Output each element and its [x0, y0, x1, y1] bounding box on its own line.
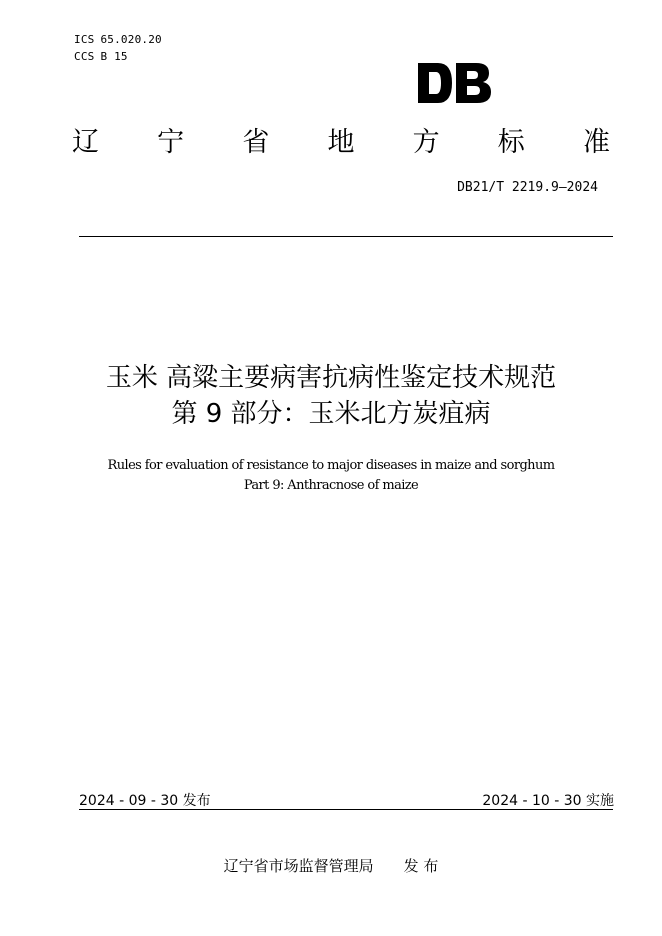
document-title-line1: 玉米 高粱主要病害抗病性鉴定技术规范	[105, 363, 557, 393]
header-divider	[79, 236, 613, 237]
publisher-line	[0, 855, 662, 876]
ccs-code: B 15	[100, 50, 128, 63]
title-char: 辽	[72, 127, 99, 158]
title-char: 省	[242, 127, 270, 158]
publisher-action: 发 布	[403, 857, 439, 875]
title-char: 准	[582, 127, 610, 158]
title-char: 标	[497, 127, 525, 158]
title-char: 宁	[157, 127, 185, 158]
footer-divider	[79, 809, 613, 810]
ccs-label: CCS	[74, 50, 95, 63]
ics-code: 65.020.20	[100, 33, 162, 46]
ics-label: ICS	[74, 33, 95, 46]
publisher-name: 辽宁省市场监督管理局	[223, 857, 374, 875]
ics-classification	[74, 33, 168, 46]
title-char: 方	[412, 127, 440, 158]
db-logo	[418, 63, 492, 103]
standard-number: DB21/T 2219.9—2024	[457, 180, 598, 195]
standard-category-title	[72, 125, 610, 161]
ccs-classification	[74, 50, 134, 63]
title-char: 地	[327, 127, 355, 158]
implementation-date: 2024 - 10 - 30 实施	[482, 793, 614, 809]
issue-date: 2024 - 09 - 30 发布	[79, 793, 211, 809]
document-title-line2: 第 9 部分：玉米北方炭疽病	[171, 399, 491, 429]
english-title-line1: Rules for evaluation of resistance to major diseases in maize and sorghum	[107, 458, 555, 473]
english-title-line2: Part 9: Anthracnose of maize	[243, 478, 419, 493]
